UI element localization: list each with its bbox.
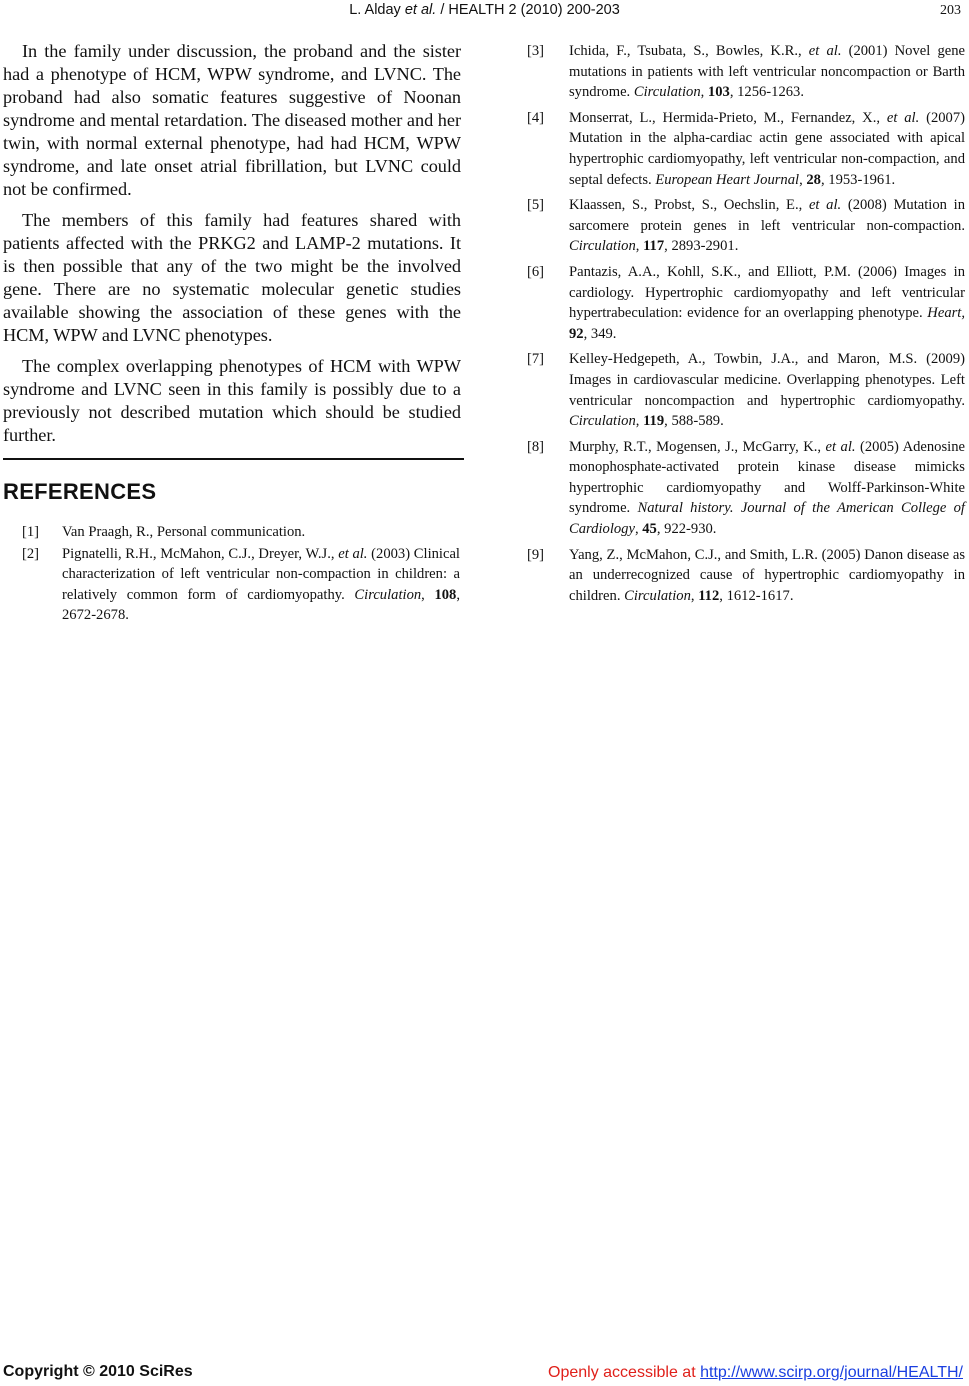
open-access-label: Openly accessible at [548, 1364, 701, 1381]
reference-number: [7] [527, 351, 545, 368]
reference-etal: et al. [338, 545, 368, 562]
reference-separator: , [690, 587, 699, 604]
reference-pages: , 2672-2678. [62, 586, 460, 624]
reference-pages: , 1256-1263. [729, 84, 804, 101]
reference-item [527, 349, 965, 431]
reference-journal: Natural history. Journal of the American College of Cardiology [569, 500, 965, 538]
reference-journal: Circulation [354, 586, 422, 603]
reference-number: [3] [527, 43, 545, 59]
reference-item [527, 41, 965, 103]
reference-item [527, 545, 965, 607]
reference-item [527, 108, 965, 190]
reference-volume: 112 [698, 587, 720, 604]
reference-volume: 119 [643, 413, 665, 430]
reference-separator: , [635, 238, 644, 255]
reference-number: [4] [527, 109, 545, 126]
body-paragraph-1: In the family under discussion, the proband and the sister had a phenotype of HCM, WPW syndrome, and LVNC. The proband had also somatic features suggestive of Noonan syndrome and mental retardation. The diseased mother and her twin, with normal external phenotype, had had HCM, WPW syndrome, and late onset atrial fibrillation, but LVNC could not be confirmed. [3, 41, 461, 199]
reference-volume: 92 [569, 325, 584, 342]
reference-pages: , 1612-1617. [719, 587, 794, 604]
reference-journal: European Heart Journal [655, 171, 800, 188]
body-paragraph-2: The members of this family had features shared with patients affected with the PRKG2 and LAMP-2 mutations. It is then possible that any of the two might be the involved gene. There are no systematic molecular genetic studies available showing the association of these genes with the HCM, WPW and LVNC phenotypes. [3, 210, 461, 345]
reference-journal: Circulation [569, 238, 636, 255]
reference-journal: Circulation [569, 413, 636, 430]
reference-etal: et al. [825, 438, 856, 455]
reference-journal: Circulation [624, 587, 691, 604]
section-divider [3, 458, 464, 460]
reference-item [22, 544, 460, 626]
open-access-notice [548, 1364, 963, 1382]
reference-volume: 117 [643, 238, 665, 255]
reference-etal: et al. [886, 109, 920, 126]
reference-title: (2003) Clinical characterization of left ventricular non-compaction in children: a relatively common form of cardiomyopathy. [62, 545, 460, 603]
reference-separator: , [634, 521, 643, 538]
reference-authors: Monserrat, L., Hermida-Prieto, M., Fernandez, X., [569, 109, 887, 126]
reference-pages: , 349. [583, 325, 617, 342]
page-number: 203 [940, 3, 961, 18]
reference-separator: , [635, 413, 644, 430]
reference-volume: 28 [806, 171, 821, 188]
references-list-left [22, 522, 460, 627]
reference-number: [6] [527, 263, 545, 280]
reference-number: [1] [22, 524, 40, 540]
reference-number: [9] [527, 546, 545, 563]
reference-authors: Klaassen, S., Probst, S., Oechslin, E., [569, 197, 809, 214]
reference-authors: Pignatelli, R.H., McMahon, C.J., Dreyer, W.J., [62, 545, 339, 562]
header-journal: / HEALTH 2 (2010) 200-203 [440, 2, 620, 18]
reference-journal: Heart, [927, 305, 965, 322]
reference-title: (2007) Mutation in the alpha-cardiac actin gene associated with apical hypertrophic cardiomyopathy, left ventricular non-compaction, and septal defects. [569, 109, 966, 188]
copyright-notice: Copyright © 2010 SciRes [3, 1363, 193, 1380]
reference-number: [2] [22, 545, 40, 562]
reference-authors: Ichida, F., Tsubata, S., Bowles, K.R., [569, 43, 809, 59]
reference-separator: , [700, 84, 708, 101]
reference-pages: , 1953-1961. [820, 171, 896, 188]
reference-separator: , [799, 171, 807, 188]
reference-title: (2001) Novel gene mutations in patients with left ventricular noncompaction or Barth syndrome. [569, 43, 965, 101]
reference-volume: 108 [434, 586, 457, 603]
reference-journal: Circulation [633, 84, 701, 101]
reference-pages: , 588-589. [664, 413, 724, 430]
reference-volume: 45 [642, 521, 657, 538]
reference-separator: , [421, 586, 435, 603]
reference-item [527, 195, 965, 257]
reference-item [527, 437, 965, 540]
running-title [0, 2, 969, 18]
reference-etal: et al. [808, 43, 842, 59]
reference-etal: et al. [808, 197, 842, 214]
references-heading: REFERENCES [3, 479, 157, 504]
reference-number: [5] [527, 197, 545, 214]
reference-item [527, 262, 965, 344]
reference-authors: Murphy, R.T., Mogensen, J., McGarry, K., [569, 438, 826, 455]
reference-pages: , 2893-2901. [664, 238, 739, 255]
references-list-right [527, 41, 965, 611]
reference-item [22, 522, 460, 543]
body-text-column [3, 40, 461, 455]
reference-pages: , 922-930. [656, 521, 717, 538]
reference-volume: 103 [707, 84, 730, 101]
body-paragraph-3: The complex overlapping phenotypes of HCM with WPW syndrome and LVNC seen in this family is possibly due to a previously not described mutation which should be studied further. [3, 356, 461, 445]
reference-title: (2005) Adenosine monophosphate-activated protein kinase disease mimicks hypertrophic cardiomyopathy and Wolff-Parkinson-White syndrome. [569, 438, 965, 517]
reference-text: Van Praagh, R., Personal communication. [62, 524, 306, 540]
reference-authors: Yang, Z., McMahon, C.J., and Smith, L.R. (2005) Danon disease as an underrecognized cause of hypertrophic cardiomyopathy in children. [569, 546, 965, 604]
reference-authors: Pantazis, A.A., Kohll, S.K., and Elliott, P.M. (2006) Images in cardiology. Hypertrophic cardiomyopathy and left ventricular hypertrabeculation: evidence for an overlapping phenotype. [569, 263, 965, 322]
reference-number: [8] [527, 438, 545, 455]
page-header [0, 2, 969, 22]
reference-title: (2008) Mutation in sarcomere protein genes in left ventricular non-compaction. [569, 197, 965, 234]
header-author: L. Alday [349, 2, 401, 18]
reference-authors: Kelley-Hedgepeth, A., Towbin, J.A., and Maron, M.S. (2009) Images in cardiovascular medicine. Overlapping phenotypes. Left ventricular noncompaction and hypertrophic cardiomyopathy. [569, 351, 965, 409]
header-etal: et al. [404, 2, 437, 18]
journal-link[interactable]: http://www.scirp.org/journal/HEALTH/ [700, 1364, 963, 1381]
